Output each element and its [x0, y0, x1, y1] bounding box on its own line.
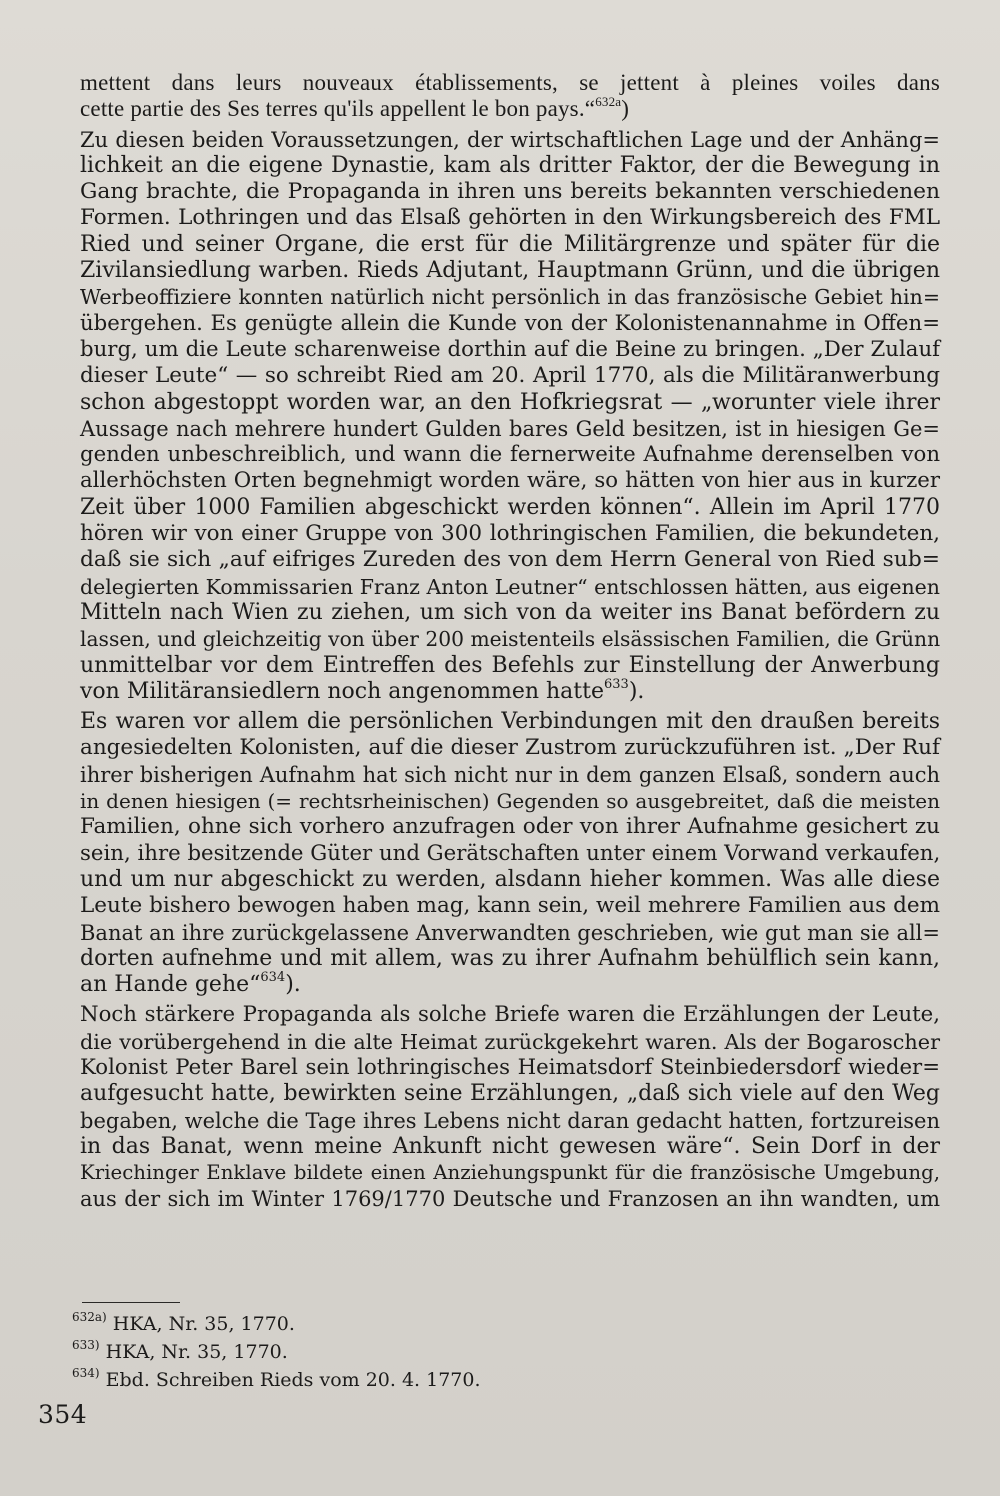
footnote-number: 633): [72, 1337, 100, 1352]
text-line: in das Banat, wenn meine Ankunft nicht gewesen wäre“. Sein Dorf in der: [80, 1133, 940, 1159]
text-line: Ried und seiner Organe, die erst für die Militärgrenze und später für die: [80, 231, 940, 257]
footnote-text: HKA, Nr. 35, 1770.: [105, 1341, 288, 1363]
text-line: aufgesucht hatte, bewirkten seine Erzählungen, „daß sich viele auf den Weg: [80, 1081, 940, 1107]
text-line: angesiedelten Kolonisten, auf die dieser Zustrom zurückzuführen ist. „Der Ruf: [80, 735, 940, 761]
paragraph: [80, 709, 940, 998]
text-line: Leute bishero bewogen haben mag, kann sein, weil mehrere Familien aus dem: [80, 893, 940, 919]
text-line: und um nur abgeschickt zu werden, alsdann hieher kommen. Was alle diese: [80, 866, 940, 892]
text-line: Zeit über 1000 Familien abgeschickt werden können“. Allein im April 1770: [80, 494, 940, 520]
text-line: daß sie sich „auf eifriges Zureden des von dem Herrn General von Ried sub=: [80, 547, 940, 573]
footnote: [72, 1366, 672, 1394]
text-line: schon abgestoppt worden war, an den Hofkriegsrat — „worunter viele ihrer: [80, 389, 940, 415]
line-text: an Hande gehe“: [80, 972, 261, 998]
footnote: [72, 1310, 672, 1338]
text-line: Gang brachte, die Propaganda in ihren uns bereits bekannten verschiedenen: [80, 179, 940, 205]
text-line: lassen, und gleichzeitig von über 200 meistenteils elsässischen Familien, die Grünn: [80, 627, 941, 652]
line-text: von Militäransiedlern noch angenommen hatte: [80, 678, 604, 704]
paragraph: [80, 127, 940, 706]
footnote-number: 634): [72, 1365, 100, 1380]
footnote-text: HKA, Nr. 35, 1770.: [112, 1313, 295, 1335]
text-line: begaben, welche die Tage ihres Lebens nicht daran gedacht hatten, fortzureisen: [80, 1108, 940, 1133]
text-line: [80, 969, 940, 998]
text-line: ihrer bisherigen Aufnahm hat sich nicht nur in dem ganzen Elsaß, sondern auch: [80, 762, 940, 787]
paragraph: [80, 70, 940, 123]
text-line: Noch stärkere Propaganda als solche Briefe waren die Erzählungen der Leute,: [80, 1002, 940, 1028]
text-line: Kolonist Peter Barel sein lothringisches Heimatsdorf Steinbiedersdorf wieder=: [80, 1054, 940, 1080]
text-line: Werbeoffiziere konnten natürlich nicht persönlich in das französische Gebiet hin=: [80, 285, 940, 310]
text-line: Zu diesen beiden Voraussetzungen, der wirtschaftlichen Lage und der Anhäng=: [80, 127, 940, 152]
footnote-text: Ebd. Schreiben Rieds vom 20. 4. 1770.: [105, 1369, 481, 1391]
text-line: übergehen. Es genügte allein die Kunde von der Kolonistenannahme in Offen=: [80, 310, 940, 336]
line-tail: ).: [285, 972, 301, 998]
text-line: die vorübergehend in die alte Heimat zurückgekehrt waren. Als der Bogaroscher: [80, 1029, 940, 1054]
text-line: genden unbeschreiblich, und wann die fernerweite Aufnahme derenselben von: [80, 442, 940, 468]
text-line: in denen hiesigen (= rechtsrheinischen) Gegenden so ausgebreitet, daß die meisten: [80, 789, 940, 814]
text-line: Aussage nach mehrere hundert Gulden bares Geld besitzen, ist in hiesigen Ge=: [80, 416, 940, 441]
text-line: Zivilansiedlung warben. Rieds Adjutant, Hauptmann Grünn, und die übrigen: [80, 258, 940, 284]
footnote: [72, 1338, 672, 1366]
line-tail: ).: [628, 678, 645, 704]
page-number: 354: [38, 1400, 88, 1429]
text-line: Es waren vor allem die persönlichen Verbindungen mit den draußen bereits: [80, 709, 940, 735]
text-line: aus der sich im Winter 1769/1770 Deutsche und Franzosen an ihn wandten, um: [80, 1187, 940, 1212]
footnotes: [72, 1310, 672, 1394]
footnote-marker: 633: [603, 676, 629, 692]
text-line: Familien, ohne sich vorhero anzufragen oder von ihrer Aufnahme gesichert zu: [80, 814, 940, 840]
line-text: cette partie des Ses terres qu'ils appellent le bon pays.“: [80, 96, 596, 122]
text-line: hören wir von einer Gruppe von 300 lothringischen Familien, die bekundeten,: [80, 521, 940, 547]
text-line: lichkeit an die eigene Dynastie, kam als dritter Faktor, der die Bewegung in: [80, 152, 940, 178]
footnote-marker: 632a: [595, 93, 622, 109]
paragraph: [80, 1002, 940, 1212]
text-line: mettent dans leurs nouveaux établissements, se jettent à pleines voiles dans: [80, 70, 940, 95]
text-line: allerhöchsten Orten begnehmigt worden wäre, so hätten von hier aus in kurzer: [80, 468, 940, 494]
text-line: Mitteln nach Wien zu ziehen, um sich von da weiter ins Banat befördern zu: [80, 599, 940, 625]
text-line: dieser Leute“ — so schreibt Ried am 20. April 1770, als die Militäranwerbung: [80, 363, 940, 389]
footnote-number: 632a): [72, 1309, 107, 1324]
footnote-marker: 634: [260, 969, 286, 985]
text-line: unmittelbar vor dem Eintreffen des Befehls zur Einstellung der Anwerbung: [80, 652, 940, 678]
text-line: burg, um die Leute scharenweise dorthin auf die Beine zu bringen. „Der Zulauf: [80, 336, 940, 362]
body-text: [80, 70, 940, 1213]
text-line: Kriechinger Enklave bildete einen Anziehungspunkt für die französische Umgebung,: [80, 1161, 940, 1185]
footnote-rule: [82, 1302, 180, 1303]
text-line: sein, ihre besitzende Güter und Gerätschaften unter einem Vorwand verkaufen,: [80, 840, 941, 866]
text-line: [80, 93, 940, 122]
line-tail: ): [621, 96, 630, 122]
text-line: Formen. Lothringen und das Elsaß gehörten in den Wirkungsbereich des FML: [80, 205, 940, 231]
text-line: dorten aufnehme und mit allem, was zu ihrer Aufnahm behülflich sein kann,: [80, 945, 940, 971]
text-line: [80, 676, 940, 705]
text-line: Banat an ihre zurückgelassene Anverwandten geschrieben, wie gut man sie all=: [80, 920, 940, 945]
text-line: delegierten Kommissarien Franz Anton Leutner“ entschlossen hätten, aus eigenen: [80, 574, 940, 599]
